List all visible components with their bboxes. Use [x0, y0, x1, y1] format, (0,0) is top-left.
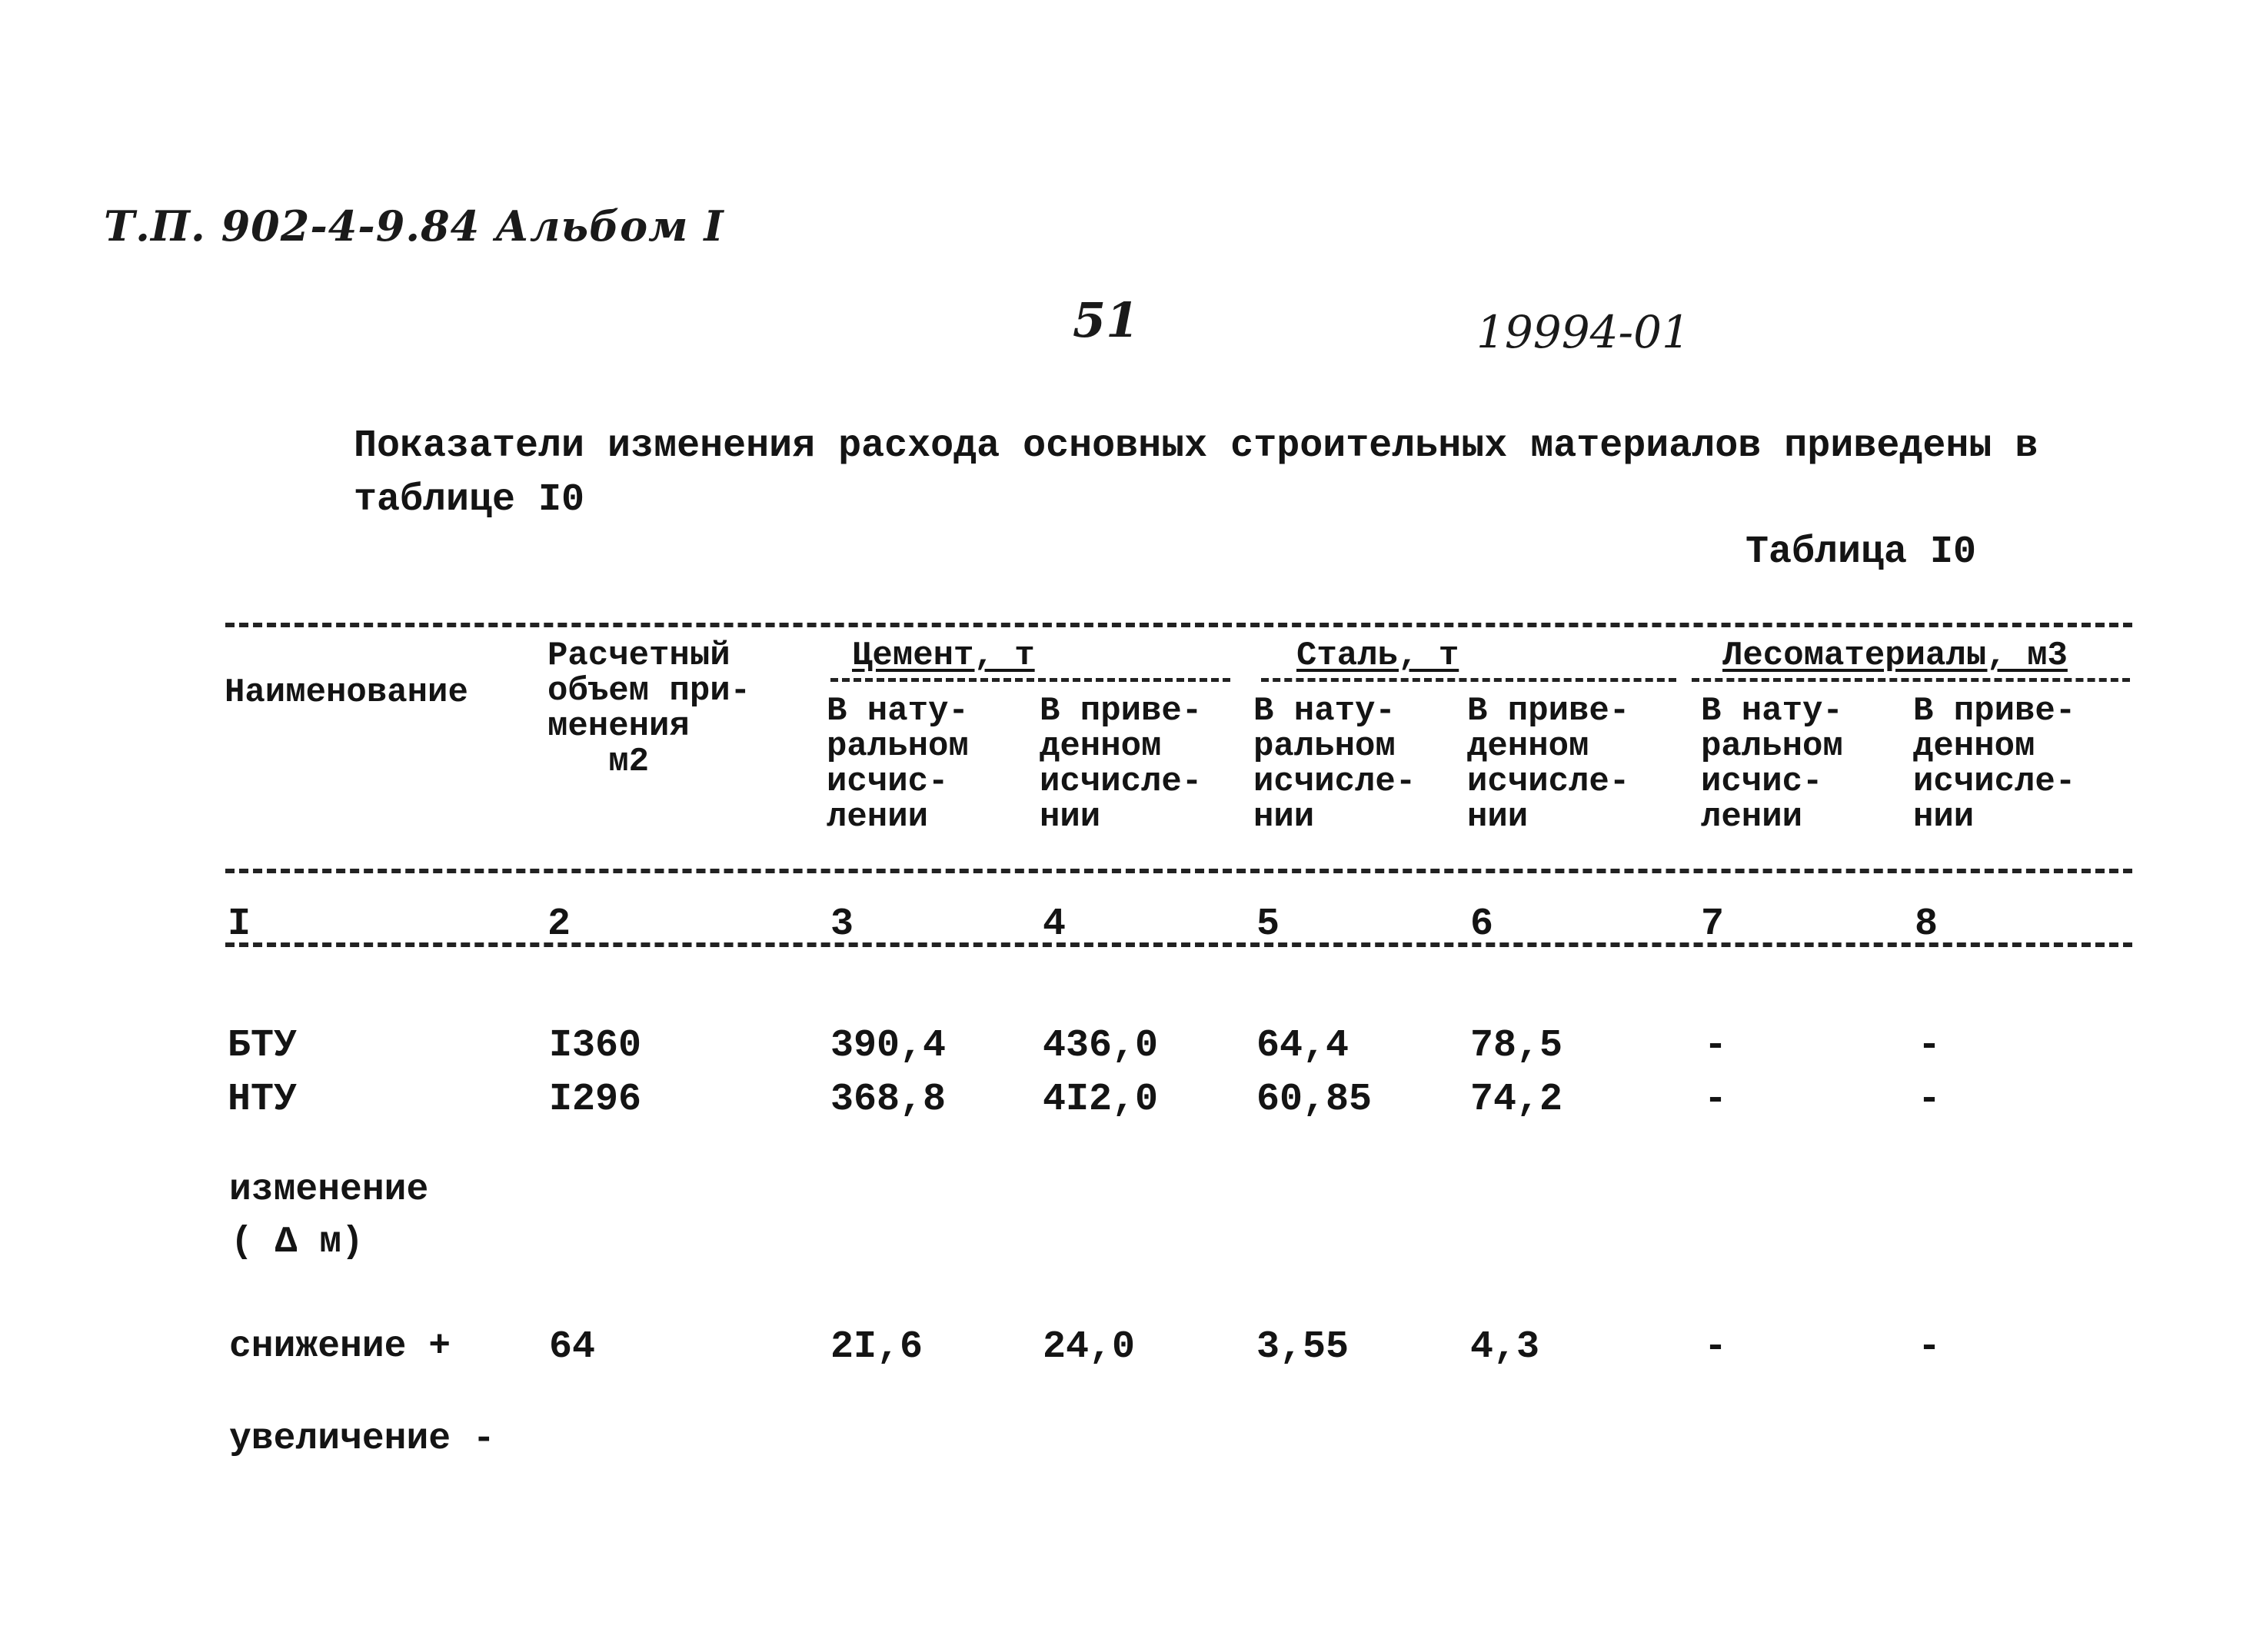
row-btu-name: БТУ: [228, 1024, 298, 1068]
table-label: Таблица I0: [1745, 530, 1977, 574]
column-number-4: 4: [1043, 902, 1067, 946]
row-ntu-cement-natural: 368,8: [830, 1078, 947, 1122]
increase-label: увеличение -: [229, 1418, 495, 1460]
row-ntu-steel-natural: 60,85: [1256, 1078, 1373, 1122]
row-decrease-steel-natural: 3,55: [1256, 1325, 1349, 1369]
page-number: 51: [1073, 292, 1140, 348]
row-btu-steel-reduced: 78,5: [1470, 1024, 1563, 1068]
table-top-rule: [225, 623, 2132, 627]
row-decrease-name: снижение +: [229, 1326, 451, 1368]
header-group-rule-2: [1261, 678, 1676, 682]
row-btu-volume: I360: [549, 1024, 642, 1068]
subheader-cement-natural: В нату- ральном исчис- лении: [827, 692, 969, 836]
header-steel: Сталь, т: [1296, 637, 1459, 675]
intro-line-1: Показатели изменения расхода основных строительных материалов приведены в: [354, 424, 2038, 468]
row-decrease-timber-natural: -: [1704, 1325, 1728, 1369]
column-number-8: 8: [1915, 902, 1939, 946]
row-ntu-timber-natural: -: [1704, 1078, 1728, 1122]
header-group-rule-3: [1692, 678, 2130, 682]
column-number-5: 5: [1256, 902, 1280, 946]
header-name: Наименование: [225, 673, 468, 712]
column-number-1: I: [228, 902, 251, 946]
subheader-steel-natural: В нату- ральном исчисле- нии: [1253, 692, 1416, 836]
column-number-3: 3: [830, 902, 854, 946]
row-decrease-cement-natural: 2I,6: [830, 1325, 923, 1369]
change-label: изменение: [229, 1169, 429, 1211]
column-number-7: 7: [1701, 902, 1725, 946]
row-btu-cement-natural: 390,4: [830, 1024, 947, 1068]
row-ntu-volume: I296: [549, 1078, 642, 1122]
archive-code: 19994-01: [1476, 306, 1690, 358]
document-reference: Т.П. 902-4-9.84 Альбом I: [104, 201, 724, 251]
row-decrease-steel-reduced: 4,3: [1470, 1325, 1540, 1369]
row-btu-cement-reduced: 436,0: [1043, 1024, 1159, 1068]
column-number-6: 6: [1470, 902, 1494, 946]
row-decrease-cement-reduced: 24,0: [1043, 1325, 1136, 1369]
header-cement: Цемент, т: [852, 637, 1035, 675]
column-number-2: 2: [547, 902, 571, 946]
subheader-cement-reduced: В приве- денном исчисле- нии: [1040, 692, 1203, 836]
row-decrease-timber-reduced: -: [1918, 1325, 1942, 1369]
header-volume: Расчетный объем при- менения м2: [547, 637, 751, 781]
change-label-delta: ( Δ м): [231, 1222, 364, 1263]
intro-line-2: таблице I0: [354, 478, 585, 522]
row-ntu-name: НТУ: [228, 1078, 298, 1122]
header-group-rule-1: [830, 678, 1230, 682]
row-btu-timber-natural: -: [1704, 1024, 1728, 1068]
row-ntu-timber-reduced: -: [1918, 1078, 1942, 1122]
header-bottom-rule: [225, 869, 2132, 873]
row-ntu-cement-reduced: 4I2,0: [1043, 1078, 1159, 1122]
subheader-timber-natural: В нату- ральном исчис- лении: [1701, 692, 1843, 836]
row-decrease-volume: 64: [549, 1325, 596, 1369]
subheader-timber-reduced: В приве- денном исчисле- нии: [1913, 692, 2076, 836]
subheader-steel-reduced: В приве- денном исчисле- нии: [1467, 692, 1630, 836]
row-btu-timber-reduced: -: [1918, 1024, 1942, 1068]
header-timber: Лесоматериалы, м3: [1722, 637, 2068, 675]
row-ntu-steel-reduced: 74,2: [1470, 1078, 1563, 1122]
column-number-rule: [225, 942, 2132, 947]
row-btu-steel-natural: 64,4: [1256, 1024, 1349, 1068]
